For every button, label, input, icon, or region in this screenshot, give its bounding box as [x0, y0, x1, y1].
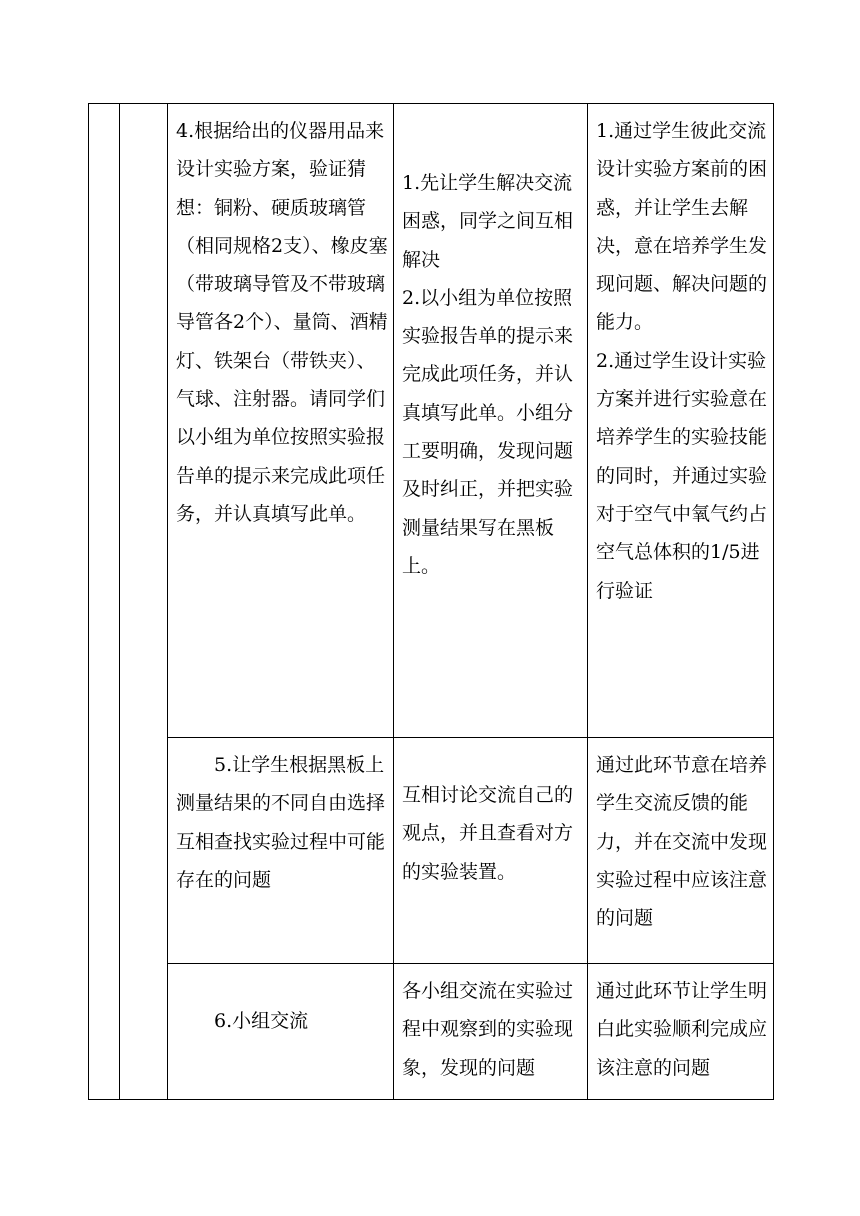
teacher-activity-text: 4.根据给出的仪器用品来设计实验方案，验证猜想：铜粉、硬质玻璃管（相同规格2支）、橡皮塞（带玻璃导管及不带玻璃导管各2个）、量筒、酒精灯、铁架台（带铁夹）、气球、注射器。请同学们以小组为单位按照实验报告单的提示来完成此项任务，并认真填写此单。: [176, 120, 388, 525]
design-intent-cell: [588, 964, 774, 1100]
design-intent-text: 通过此环节意在培养学生交流反馈的能力，并在交流中发现实验过程中应该注意的问题: [596, 754, 768, 930]
table-row: [89, 964, 774, 1100]
design-intent-text: 1.通过学生彼此交流设计实验方案前的困惑，并让学生去解决，意在培养学生发现问题、解决问题的能力。: [596, 120, 768, 334]
design-intent-cell: [588, 738, 774, 964]
design-intent-text: 2.通过学生设计实验方案并进行实验意在培养学生的实验技能的同时，并通过实验对于空气中氧气约占空气总体积的1/5进行验证: [596, 349, 768, 602]
student-activity-text: 2.以小组为单位按照实验报告单的提示来完成此项任务，并认真填写此单。小组分工要明确，发现问题及时纠正，并把实验测量结果写在黑板上。: [402, 286, 574, 577]
table-row: [89, 104, 774, 738]
blank-column-2: [120, 104, 168, 1100]
student-activity-cell: [394, 964, 588, 1100]
student-activity-text: 1.先让学生解决交流困惑，同学之间互相解决: [402, 172, 574, 271]
student-activity-cell: [394, 104, 588, 738]
lesson-plan-table: [88, 103, 774, 1100]
student-activity-text: 互相讨论交流自己的观点，并且查看对方的实验装置。: [402, 784, 574, 883]
student-activity-cell: [394, 738, 588, 964]
teacher-activity-cell: [168, 964, 394, 1100]
table-row: [89, 738, 774, 964]
teacher-activity-text: 5.让学生根据黑板上测量结果的不同自由选择互相查找实验过程中可能存在的问题: [176, 754, 386, 891]
design-intent-text: 通过此环节让学生明白此实验顺利完成应该注意的问题: [596, 980, 768, 1079]
teacher-activity-text: 6.小组交流: [214, 1010, 309, 1032]
student-activity-text: 各小组交流在实验过程中观察到的实验现象，发现的问题: [402, 980, 574, 1079]
teacher-activity-cell: [168, 738, 394, 964]
blank-column-1: [89, 104, 120, 1100]
teacher-activity-cell: [168, 104, 394, 738]
design-intent-cell: [588, 104, 774, 738]
